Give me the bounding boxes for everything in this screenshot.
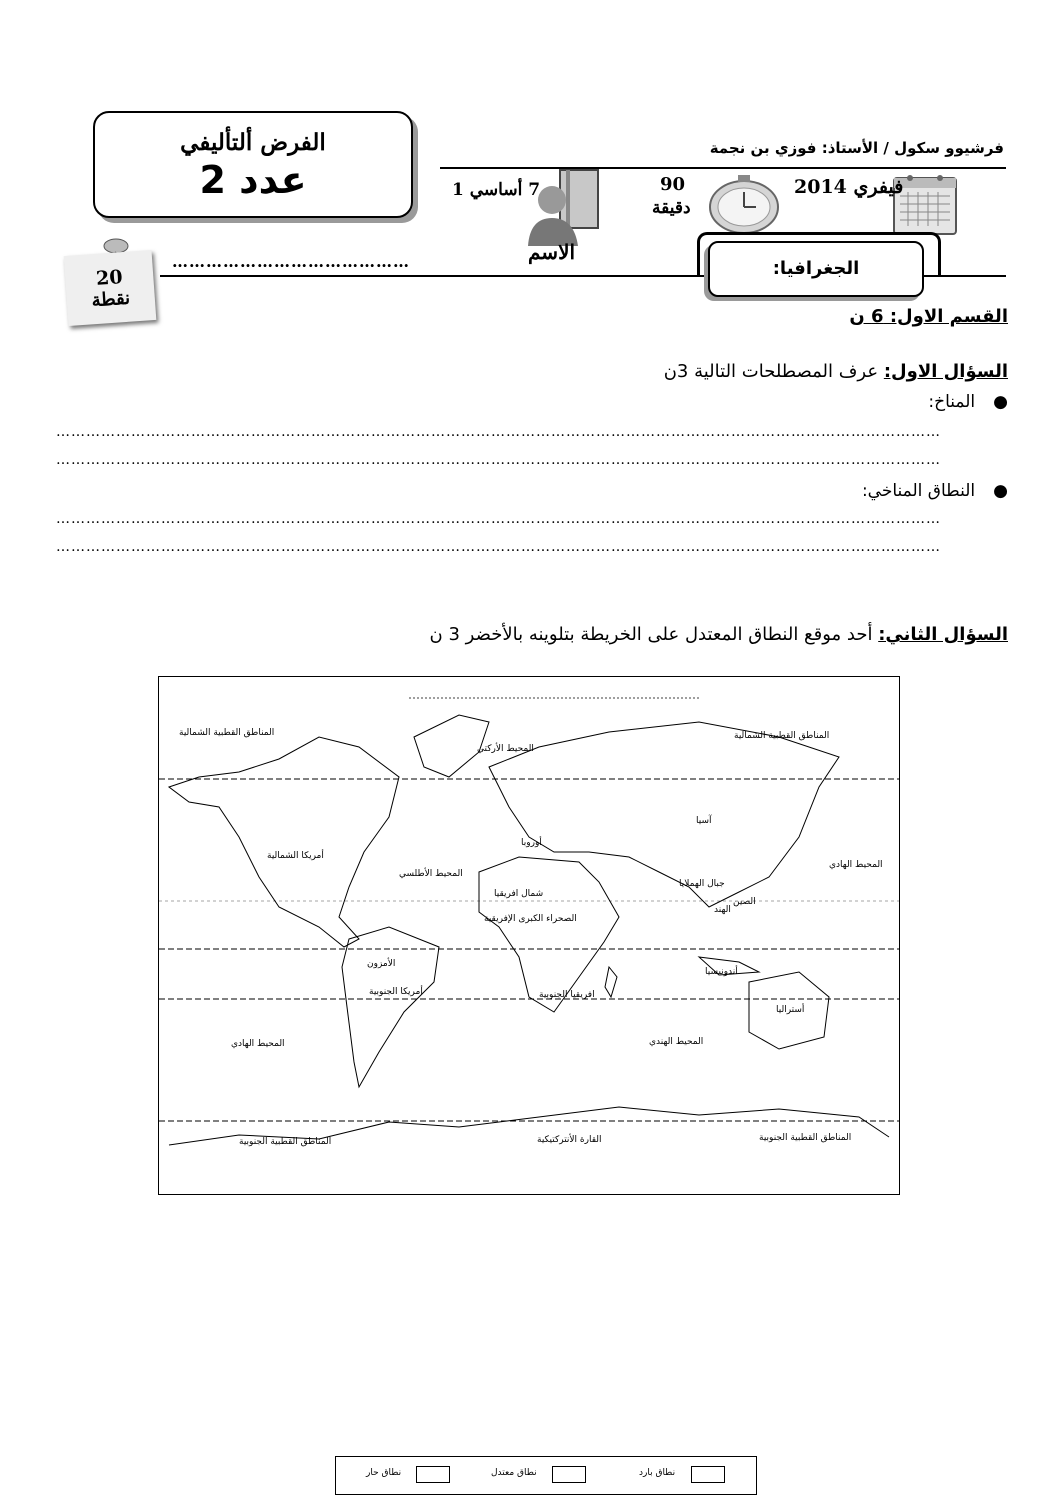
map-label: شمال افريقيا xyxy=(494,889,544,899)
term-climate: المناخ: xyxy=(928,392,976,412)
score-note xyxy=(64,250,157,326)
map-label: المحيط الأطلسي xyxy=(399,869,463,879)
answer-line[interactable]: …………………………………………………………………………………………………………………………………………………………… xyxy=(56,424,941,440)
score-value: 20 xyxy=(95,266,124,290)
map-label: المناطق القطبية الشمالية xyxy=(734,731,830,741)
subject-box xyxy=(708,241,924,297)
subject-label: الجغرافيا: xyxy=(772,258,860,279)
map-label: المناطق القطبية الجنوبية xyxy=(239,1137,332,1147)
legend-swatch-temperate[interactable] xyxy=(552,1466,586,1483)
legend-swatch-cold[interactable] xyxy=(691,1466,725,1483)
map-label: الأمزون xyxy=(367,959,396,969)
map-label: المحيط الهندي xyxy=(649,1037,704,1047)
name-label: الاسم xyxy=(528,240,576,264)
legend-swatch-hot[interactable] xyxy=(416,1466,450,1483)
world-map-outline xyxy=(159,677,899,1194)
map-label: المناطق القطبية الجنوبية xyxy=(759,1133,852,1143)
duration-number: 90 xyxy=(660,174,686,195)
school-teacher: فرشيوو سكول / الأستاذ: فوزي بن نجمة xyxy=(709,139,1004,157)
section1-title: القسم الاول: 6 ن xyxy=(849,306,1008,327)
term-item: ●المناخ: xyxy=(928,392,1008,412)
answer-line[interactable]: …………………………………………………………………………………………………………………………………………………………… xyxy=(56,452,941,468)
map-label: المحيط الهادي xyxy=(829,860,883,870)
map-label: جبال الهملايا xyxy=(679,879,725,889)
map-label: المحيط الأركتي xyxy=(477,744,534,754)
name-field[interactable]: …………………………………… xyxy=(172,252,410,271)
class-level: 7 أساسي 1 xyxy=(452,180,541,200)
answer-line[interactable]: …………………………………………………………………………………………………………………………………………………………… xyxy=(56,539,941,555)
map-label: القارة الأنتركتيكية xyxy=(537,1135,602,1145)
map-label: أوروبا xyxy=(521,838,542,848)
question1-head: السؤال الاول: xyxy=(883,361,1008,382)
duration-unit: دقيقة xyxy=(652,198,691,218)
score-unit: نقطة xyxy=(90,287,131,312)
map-legend xyxy=(335,1456,757,1495)
map-label: أندونيسيا xyxy=(705,967,738,977)
question2 xyxy=(430,624,1008,645)
term-climate-zone: النطاق المناخي: xyxy=(861,481,976,501)
question2-head: السؤال الثاني: xyxy=(878,624,1008,645)
stopwatch-icon xyxy=(704,175,784,239)
world-map[interactable] xyxy=(158,676,900,1478)
question1-text: عرف المصطلحات التالية 3ن xyxy=(663,361,884,382)
exam-type: الفرض ألتأليفي xyxy=(180,129,326,156)
map-label: الصحراء الكبرى الإفريقية xyxy=(484,914,577,924)
exam-date: فيفري 2014 xyxy=(794,176,904,198)
answer-line[interactable]: …………………………………………………………………………………………………………………………………………………………… xyxy=(56,511,941,527)
question1 xyxy=(664,361,1008,382)
map-label: أمريكا الجنوبية xyxy=(369,987,423,997)
legend-temperate: نطاق معتدل xyxy=(491,1468,537,1478)
map-label: المحيط الهادي xyxy=(231,1039,285,1049)
map-label: افريقيا الجنوبية xyxy=(539,990,595,1000)
map-label: المناطق القطبية الشمالية xyxy=(179,728,275,738)
exam-title-box xyxy=(93,111,413,218)
question2-text: أحد موقع النطاق المعتدل على الخريطة بتلوينه بالأخضر 3 ن xyxy=(429,624,879,645)
map-label: الهند xyxy=(714,905,731,915)
map-label: أستراليا xyxy=(776,1005,805,1015)
map-label: أمريكا الشمالية xyxy=(267,851,324,861)
map-label: الصين xyxy=(733,897,756,907)
legend-cold: نطاق بارد xyxy=(639,1468,676,1478)
legend-hot: نطاق حار xyxy=(366,1468,402,1478)
exam-number: عدد 2 xyxy=(199,158,307,202)
map-label: آسيا xyxy=(696,816,712,826)
term-item: ●النطاق المناخي: xyxy=(861,481,1008,501)
